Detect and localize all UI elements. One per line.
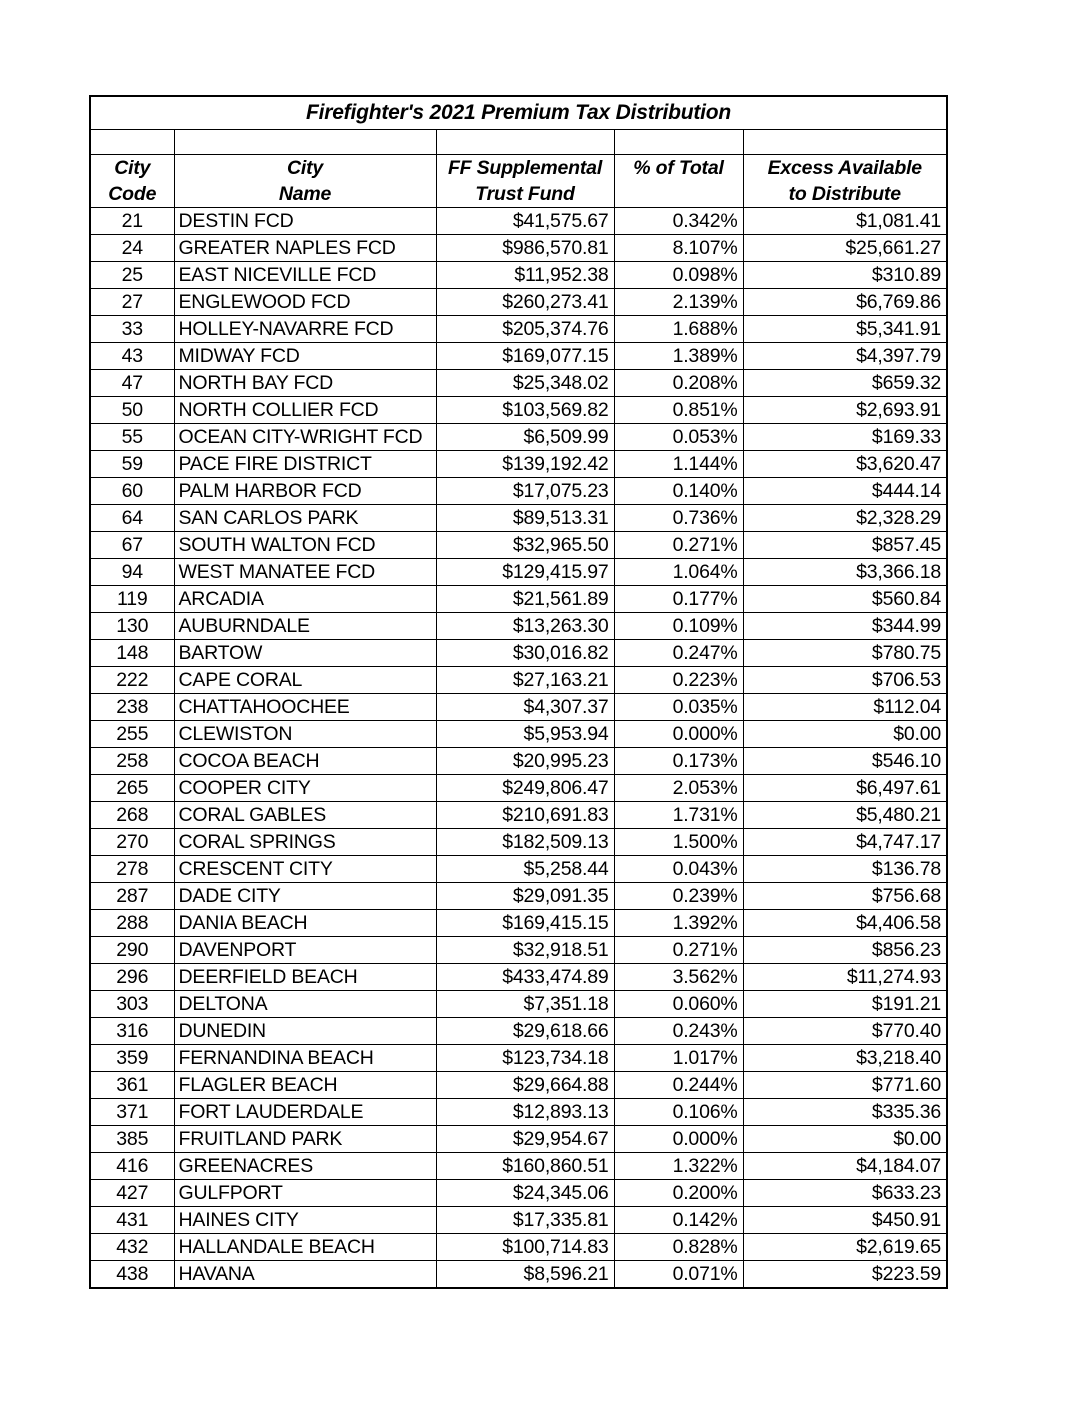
- table-row: [90, 667, 947, 694]
- city-code-cell: 268: [90, 802, 174, 829]
- excess-cell: $0.00: [743, 1126, 947, 1153]
- trust-fund-cell: $182,509.13: [436, 829, 614, 856]
- excess-cell: $560.84: [743, 586, 947, 613]
- excess-cell: $335.36: [743, 1099, 947, 1126]
- percent-cell: 0.177%: [614, 586, 743, 613]
- trust-fund-cell: $160,860.51: [436, 1153, 614, 1180]
- city-code-cell: 60: [90, 478, 174, 505]
- city-name-cell: CLEWISTON: [174, 721, 436, 748]
- blank-row: [90, 130, 947, 155]
- trust-fund-cell: $433,474.89: [436, 964, 614, 991]
- header-city-name-2: Name: [174, 181, 436, 208]
- city-name-cell: DUNEDIN: [174, 1018, 436, 1045]
- table-row: [90, 208, 947, 235]
- excess-cell: $310.89: [743, 262, 947, 289]
- trust-fund-cell: $210,691.83: [436, 802, 614, 829]
- excess-cell: $4,397.79: [743, 343, 947, 370]
- trust-fund-cell: $89,513.31: [436, 505, 614, 532]
- table-body: [90, 208, 947, 1289]
- city-code-cell: 148: [90, 640, 174, 667]
- city-name-cell: FORT LAUDERDALE: [174, 1099, 436, 1126]
- header-excess-2: to Distribute: [743, 181, 947, 208]
- blank-cell: [174, 130, 436, 155]
- percent-cell: 1.144%: [614, 451, 743, 478]
- header-trust-fund: FF Supplemental: [436, 155, 614, 182]
- city-name-cell: COCOA BEACH: [174, 748, 436, 775]
- city-name-cell: BARTOW: [174, 640, 436, 667]
- city-code-cell: 427: [90, 1180, 174, 1207]
- table-row: [90, 937, 947, 964]
- percent-cell: 1.500%: [614, 829, 743, 856]
- city-code-cell: 222: [90, 667, 174, 694]
- city-name-cell: HAINES CITY: [174, 1207, 436, 1234]
- table-row: [90, 991, 947, 1018]
- city-code-cell: 24: [90, 235, 174, 262]
- table-row: [90, 1126, 947, 1153]
- table-row: [90, 559, 947, 586]
- city-name-cell: AUBURNDALE: [174, 613, 436, 640]
- percent-cell: 0.271%: [614, 937, 743, 964]
- table-row: [90, 316, 947, 343]
- city-name-cell: OCEAN CITY-WRIGHT FCD: [174, 424, 436, 451]
- excess-cell: $136.78: [743, 856, 947, 883]
- city-code-cell: 432: [90, 1234, 174, 1261]
- city-name-cell: COOPER CITY: [174, 775, 436, 802]
- excess-cell: $5,480.21: [743, 802, 947, 829]
- trust-fund-cell: $6,509.99: [436, 424, 614, 451]
- table-row: [90, 532, 947, 559]
- table-row: [90, 235, 947, 262]
- city-name-cell: HOLLEY-NAVARRE FCD: [174, 316, 436, 343]
- blank-cell: [90, 130, 174, 155]
- excess-cell: $5,341.91: [743, 316, 947, 343]
- header-city-code: City: [90, 155, 174, 182]
- table-row: [90, 289, 947, 316]
- excess-cell: $756.68: [743, 883, 947, 910]
- table-row: [90, 1180, 947, 1207]
- percent-cell: 8.107%: [614, 235, 743, 262]
- trust-fund-cell: $29,954.67: [436, 1126, 614, 1153]
- city-code-cell: 290: [90, 937, 174, 964]
- trust-fund-cell: $29,664.88: [436, 1072, 614, 1099]
- city-name-cell: EAST NICEVILLE FCD: [174, 262, 436, 289]
- percent-cell: 0.106%: [614, 1099, 743, 1126]
- trust-fund-cell: $30,016.82: [436, 640, 614, 667]
- city-name-cell: DESTIN FCD: [174, 208, 436, 235]
- percent-cell: 1.688%: [614, 316, 743, 343]
- excess-cell: $771.60: [743, 1072, 947, 1099]
- header-percent-total: % of Total: [614, 155, 743, 182]
- city-code-cell: 258: [90, 748, 174, 775]
- table-row: [90, 640, 947, 667]
- excess-cell: $450.91: [743, 1207, 947, 1234]
- trust-fund-cell: $32,965.50: [436, 532, 614, 559]
- excess-cell: $857.45: [743, 532, 947, 559]
- city-name-cell: NORTH COLLIER FCD: [174, 397, 436, 424]
- excess-cell: $706.53: [743, 667, 947, 694]
- city-name-cell: NORTH BAY FCD: [174, 370, 436, 397]
- excess-cell: $546.10: [743, 748, 947, 775]
- percent-cell: 1.017%: [614, 1045, 743, 1072]
- percent-cell: 0.053%: [614, 424, 743, 451]
- city-name-cell: GULFPORT: [174, 1180, 436, 1207]
- percent-cell: 1.064%: [614, 559, 743, 586]
- table-row: [90, 748, 947, 775]
- trust-fund-cell: $20,995.23: [436, 748, 614, 775]
- distribution-table: [89, 95, 948, 1289]
- percent-cell: 2.053%: [614, 775, 743, 802]
- city-name-cell: FLAGLER BEACH: [174, 1072, 436, 1099]
- trust-fund-cell: $17,075.23: [436, 478, 614, 505]
- city-code-cell: 431: [90, 1207, 174, 1234]
- trust-fund-cell: $29,618.66: [436, 1018, 614, 1045]
- trust-fund-cell: $139,192.42: [436, 451, 614, 478]
- table-row: [90, 262, 947, 289]
- city-name-cell: WEST MANATEE FCD: [174, 559, 436, 586]
- city-name-cell: CORAL GABLES: [174, 802, 436, 829]
- city-code-cell: 33: [90, 316, 174, 343]
- city-name-cell: CHATTAHOOCHEE: [174, 694, 436, 721]
- percent-cell: 0.071%: [614, 1261, 743, 1289]
- city-code-cell: 47: [90, 370, 174, 397]
- table-row: [90, 964, 947, 991]
- trust-fund-cell: $13,263.30: [436, 613, 614, 640]
- table-row: [90, 1207, 947, 1234]
- excess-cell: $780.75: [743, 640, 947, 667]
- percent-cell: 0.244%: [614, 1072, 743, 1099]
- city-code-cell: 361: [90, 1072, 174, 1099]
- trust-fund-cell: $986,570.81: [436, 235, 614, 262]
- title-row: [90, 96, 947, 130]
- percent-cell: 1.731%: [614, 802, 743, 829]
- excess-cell: $3,218.40: [743, 1045, 947, 1072]
- city-code-cell: 130: [90, 613, 174, 640]
- header-city-name: City: [174, 155, 436, 182]
- city-code-cell: 43: [90, 343, 174, 370]
- city-name-cell: DELTONA: [174, 991, 436, 1018]
- city-code-cell: 119: [90, 586, 174, 613]
- percent-cell: 0.271%: [614, 532, 743, 559]
- city-name-cell: DEERFIELD BEACH: [174, 964, 436, 991]
- percent-cell: 0.142%: [614, 1207, 743, 1234]
- excess-cell: $2,328.29: [743, 505, 947, 532]
- city-name-cell: PACE FIRE DISTRICT: [174, 451, 436, 478]
- city-name-cell: SAN CARLOS PARK: [174, 505, 436, 532]
- trust-fund-cell: $260,273.41: [436, 289, 614, 316]
- percent-cell: 0.173%: [614, 748, 743, 775]
- excess-cell: $25,661.27: [743, 235, 947, 262]
- city-code-cell: 265: [90, 775, 174, 802]
- table-row: [90, 397, 947, 424]
- excess-cell: $4,184.07: [743, 1153, 947, 1180]
- excess-cell: $223.59: [743, 1261, 947, 1289]
- trust-fund-cell: $4,307.37: [436, 694, 614, 721]
- header-excess: Excess Available: [743, 155, 947, 182]
- city-code-cell: 416: [90, 1153, 174, 1180]
- city-name-cell: GREATER NAPLES FCD: [174, 235, 436, 262]
- city-name-cell: DAVENPORT: [174, 937, 436, 964]
- percent-cell: 3.562%: [614, 964, 743, 991]
- blank-cell: [436, 130, 614, 155]
- percent-cell: 0.098%: [614, 262, 743, 289]
- city-name-cell: HAVANA: [174, 1261, 436, 1289]
- percent-cell: 0.208%: [614, 370, 743, 397]
- percent-cell: 0.851%: [614, 397, 743, 424]
- city-code-cell: 287: [90, 883, 174, 910]
- excess-cell: $2,619.65: [743, 1234, 947, 1261]
- excess-cell: $3,620.47: [743, 451, 947, 478]
- percent-cell: 0.000%: [614, 721, 743, 748]
- city-name-cell: MIDWAY FCD: [174, 343, 436, 370]
- trust-fund-cell: $123,734.18: [436, 1045, 614, 1072]
- trust-fund-cell: $5,258.44: [436, 856, 614, 883]
- trust-fund-cell: $8,596.21: [436, 1261, 614, 1289]
- trust-fund-cell: $21,561.89: [436, 586, 614, 613]
- trust-fund-cell: $24,345.06: [436, 1180, 614, 1207]
- table-row: [90, 370, 947, 397]
- table-row: [90, 1153, 947, 1180]
- excess-cell: $3,366.18: [743, 559, 947, 586]
- city-code-cell: 438: [90, 1261, 174, 1289]
- percent-cell: 0.200%: [614, 1180, 743, 1207]
- table-row: [90, 802, 947, 829]
- percent-cell: 0.109%: [614, 613, 743, 640]
- header-city-code-2: Code: [90, 181, 174, 208]
- trust-fund-cell: $7,351.18: [436, 991, 614, 1018]
- city-name-cell: ENGLEWOOD FCD: [174, 289, 436, 316]
- trust-fund-cell: $205,374.76: [436, 316, 614, 343]
- trust-fund-cell: $32,918.51: [436, 937, 614, 964]
- trust-fund-cell: $25,348.02: [436, 370, 614, 397]
- trust-fund-cell: $100,714.83: [436, 1234, 614, 1261]
- city-code-cell: 316: [90, 1018, 174, 1045]
- table-row: [90, 343, 947, 370]
- blank-cell: [743, 130, 947, 155]
- percent-cell: 0.828%: [614, 1234, 743, 1261]
- city-name-cell: ARCADIA: [174, 586, 436, 613]
- city-name-cell: FERNANDINA BEACH: [174, 1045, 436, 1072]
- percent-cell: 0.247%: [614, 640, 743, 667]
- city-code-cell: 94: [90, 559, 174, 586]
- percent-cell: 0.000%: [614, 1126, 743, 1153]
- trust-fund-cell: $103,569.82: [436, 397, 614, 424]
- city-code-cell: 238: [90, 694, 174, 721]
- excess-cell: $6,769.86: [743, 289, 947, 316]
- percent-cell: 0.223%: [614, 667, 743, 694]
- table-row: [90, 1072, 947, 1099]
- city-code-cell: 50: [90, 397, 174, 424]
- blank-cell: [614, 130, 743, 155]
- table-row: [90, 775, 947, 802]
- city-code-cell: 27: [90, 289, 174, 316]
- percent-cell: 1.392%: [614, 910, 743, 937]
- excess-cell: $6,497.61: [743, 775, 947, 802]
- table-row: [90, 1099, 947, 1126]
- city-code-cell: 288: [90, 910, 174, 937]
- header-row-1: [90, 155, 947, 182]
- table-row: [90, 883, 947, 910]
- table-row: [90, 1045, 947, 1072]
- excess-cell: $191.21: [743, 991, 947, 1018]
- city-code-cell: 278: [90, 856, 174, 883]
- table-row: [90, 829, 947, 856]
- table-row: [90, 1234, 947, 1261]
- trust-fund-cell: $129,415.97: [436, 559, 614, 586]
- percent-cell: 0.239%: [614, 883, 743, 910]
- table-row: [90, 424, 947, 451]
- trust-fund-cell: $169,415.15: [436, 910, 614, 937]
- excess-cell: $4,406.58: [743, 910, 947, 937]
- city-name-cell: CORAL SPRINGS: [174, 829, 436, 856]
- excess-cell: $112.04: [743, 694, 947, 721]
- city-code-cell: 21: [90, 208, 174, 235]
- city-code-cell: 303: [90, 991, 174, 1018]
- city-code-cell: 59: [90, 451, 174, 478]
- city-code-cell: 296: [90, 964, 174, 991]
- excess-cell: $1,081.41: [743, 208, 947, 235]
- percent-cell: 0.035%: [614, 694, 743, 721]
- percent-cell: 1.322%: [614, 1153, 743, 1180]
- excess-cell: $444.14: [743, 478, 947, 505]
- percent-cell: 0.736%: [614, 505, 743, 532]
- city-name-cell: DADE CITY: [174, 883, 436, 910]
- city-name-cell: CRESCENT CITY: [174, 856, 436, 883]
- city-code-cell: 55: [90, 424, 174, 451]
- percent-cell: 0.043%: [614, 856, 743, 883]
- trust-fund-cell: $12,893.13: [436, 1099, 614, 1126]
- trust-fund-cell: $27,163.21: [436, 667, 614, 694]
- table-row: [90, 721, 947, 748]
- excess-cell: $4,747.17: [743, 829, 947, 856]
- trust-fund-cell: $17,335.81: [436, 1207, 614, 1234]
- city-name-cell: FRUITLAND PARK: [174, 1126, 436, 1153]
- table-row: [90, 451, 947, 478]
- percent-cell: 0.243%: [614, 1018, 743, 1045]
- percent-cell: 2.139%: [614, 289, 743, 316]
- excess-cell: $0.00: [743, 721, 947, 748]
- header-percent-total-2: [614, 181, 743, 208]
- table-row: [90, 478, 947, 505]
- city-code-cell: 359: [90, 1045, 174, 1072]
- excess-cell: $2,693.91: [743, 397, 947, 424]
- city-name-cell: GREENACRES: [174, 1153, 436, 1180]
- trust-fund-cell: $249,806.47: [436, 775, 614, 802]
- table-row: [90, 910, 947, 937]
- table-row: [90, 505, 947, 532]
- city-name-cell: HALLANDALE BEACH: [174, 1234, 436, 1261]
- table-row: [90, 1261, 947, 1289]
- percent-cell: 0.060%: [614, 991, 743, 1018]
- percent-cell: 1.389%: [614, 343, 743, 370]
- excess-cell: $11,274.93: [743, 964, 947, 991]
- excess-cell: $344.99: [743, 613, 947, 640]
- excess-cell: $856.23: [743, 937, 947, 964]
- table-title: Firefighter's 2021 Premium Tax Distribution: [90, 96, 947, 130]
- city-code-cell: 64: [90, 505, 174, 532]
- city-name-cell: CAPE CORAL: [174, 667, 436, 694]
- city-code-cell: 255: [90, 721, 174, 748]
- percent-cell: 0.342%: [614, 208, 743, 235]
- table-row: [90, 856, 947, 883]
- percent-cell: 0.140%: [614, 478, 743, 505]
- trust-fund-cell: $169,077.15: [436, 343, 614, 370]
- trust-fund-cell: $41,575.67: [436, 208, 614, 235]
- city-code-cell: 25: [90, 262, 174, 289]
- excess-cell: $659.32: [743, 370, 947, 397]
- city-name-cell: PALM HARBOR FCD: [174, 478, 436, 505]
- excess-cell: $770.40: [743, 1018, 947, 1045]
- trust-fund-cell: $11,952.38: [436, 262, 614, 289]
- trust-fund-cell: $29,091.35: [436, 883, 614, 910]
- excess-cell: $633.23: [743, 1180, 947, 1207]
- table-row: [90, 613, 947, 640]
- header-trust-fund-2: Trust Fund: [436, 181, 614, 208]
- trust-fund-cell: $5,953.94: [436, 721, 614, 748]
- table-row: [90, 1018, 947, 1045]
- header-row-2: [90, 181, 947, 208]
- table-row: [90, 694, 947, 721]
- city-code-cell: 385: [90, 1126, 174, 1153]
- excess-cell: $169.33: [743, 424, 947, 451]
- city-name-cell: DANIA BEACH: [174, 910, 436, 937]
- table-row: [90, 586, 947, 613]
- city-code-cell: 270: [90, 829, 174, 856]
- city-code-cell: 67: [90, 532, 174, 559]
- city-code-cell: 371: [90, 1099, 174, 1126]
- city-name-cell: SOUTH WALTON FCD: [174, 532, 436, 559]
